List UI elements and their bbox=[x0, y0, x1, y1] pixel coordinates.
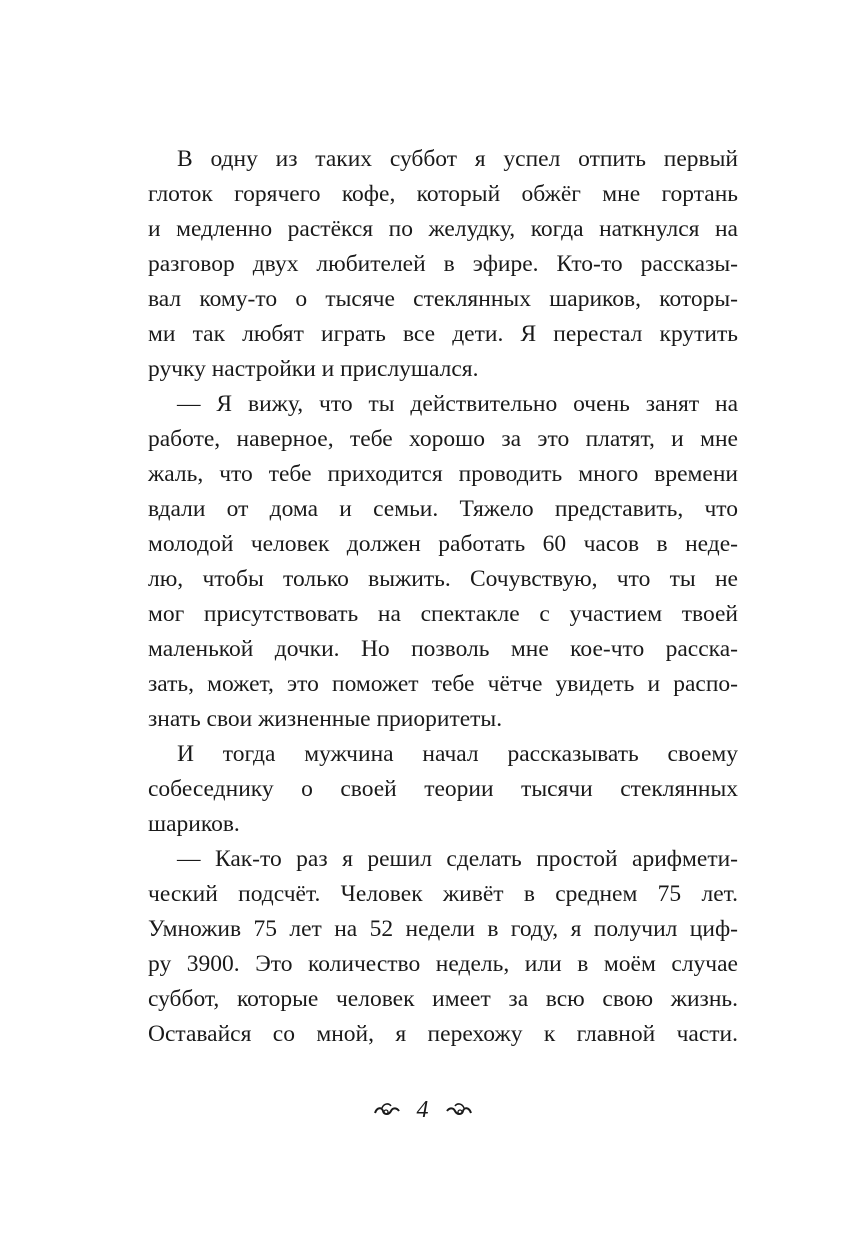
text-line-content: суббот, которые человек имеет за всю свою жизнь. bbox=[148, 986, 738, 1012]
text-line bbox=[148, 282, 738, 317]
text-line bbox=[148, 597, 738, 632]
text-line-content: — Я вижу, что ты действительно очень занят на bbox=[177, 391, 738, 417]
text-line bbox=[148, 422, 738, 457]
text-line bbox=[148, 142, 738, 177]
text-line-content: работе, наверное, тебе хорошо за это платят, и мне bbox=[148, 426, 738, 452]
text-line-content: Оставайся со мной, я перехожу к главной части. bbox=[148, 1021, 738, 1047]
text-line-content: разговор двух любителей в эфире. Кто-то рассказы- bbox=[148, 251, 738, 277]
text-line bbox=[148, 947, 738, 982]
text-line bbox=[148, 247, 738, 282]
text-line bbox=[148, 912, 738, 947]
text-line bbox=[148, 702, 738, 737]
text-line bbox=[148, 527, 738, 562]
text-line-content: вал кому-то о тысяче стеклянных шариков, которы- bbox=[148, 286, 738, 312]
text-line-content: ми так любят играть все дети. Я перестал крутить bbox=[148, 321, 738, 347]
page-footer bbox=[0, 1090, 845, 1130]
page-number: 4 bbox=[416, 1096, 429, 1123]
text-line bbox=[148, 317, 738, 352]
text-line-content: Умножив 75 лет на 52 недели в году, я получил циф- bbox=[148, 916, 738, 942]
text-line-content: жаль, что тебе приходится проводить много времени bbox=[148, 461, 738, 487]
text-line bbox=[148, 177, 738, 212]
text-line bbox=[148, 772, 738, 807]
text-line-content: И тогда мужчина начал рассказывать своему bbox=[177, 741, 738, 767]
paragraph bbox=[148, 142, 738, 387]
text-line bbox=[148, 632, 738, 667]
paragraph bbox=[148, 387, 738, 737]
text-line bbox=[148, 982, 738, 1017]
paragraph bbox=[148, 842, 738, 1052]
text-line bbox=[148, 457, 738, 492]
text-line bbox=[148, 737, 738, 772]
body-text bbox=[148, 142, 738, 1052]
flourish-right-icon bbox=[445, 1101, 473, 1119]
text-line-content: собеседнику о своей теории тысячи стеклянных bbox=[148, 776, 738, 802]
text-line bbox=[148, 352, 738, 387]
text-line bbox=[148, 807, 738, 842]
text-line-content: знать свои жизненные приоритеты. bbox=[148, 706, 503, 732]
flourish-left-icon bbox=[373, 1101, 401, 1119]
text-line-content: мог присутствовать на спектакле с участием твоей bbox=[148, 601, 738, 627]
text-line-content: глоток горячего кофе, который обжёг мне гортань bbox=[148, 181, 738, 207]
text-line-content: ческий подсчёт. Человек живёт в среднем 75 лет. bbox=[148, 881, 738, 907]
text-line-content: и медленно растёкся по желудку, когда наткнулся на bbox=[148, 216, 738, 242]
text-line-content: маленькой дочки. Но позволь мне кое-что расска- bbox=[148, 636, 738, 662]
text-line bbox=[148, 387, 738, 422]
text-line bbox=[148, 562, 738, 597]
text-line-content: молодой человек должен работать 60 часов в неде- bbox=[148, 531, 738, 557]
paragraph bbox=[148, 737, 738, 842]
text-line-content: ру 3900. Это количество недель, или в моём случае bbox=[148, 951, 738, 977]
text-line bbox=[148, 667, 738, 702]
text-line-content: зать, может, это поможет тебе чётче увидеть и распо- bbox=[148, 671, 738, 697]
text-line bbox=[148, 877, 738, 912]
text-line bbox=[148, 212, 738, 247]
text-line-content: лю, чтобы только выжить. Сочувствую, что ты не bbox=[148, 566, 738, 592]
text-line-content: вдали от дома и семьи. Тяжело представить, что bbox=[148, 496, 738, 522]
text-line-content: — Как-то раз я решил сделать простой арифмети- bbox=[177, 846, 738, 872]
text-line-content: шариков. bbox=[148, 811, 240, 837]
text-line bbox=[148, 1017, 738, 1052]
text-line bbox=[148, 842, 738, 877]
text-line-content: В одну из таких суббот я успел отпить первый bbox=[177, 146, 738, 172]
text-line bbox=[148, 492, 738, 527]
text-line-content: ручку настройки и прислушался. bbox=[148, 356, 479, 382]
